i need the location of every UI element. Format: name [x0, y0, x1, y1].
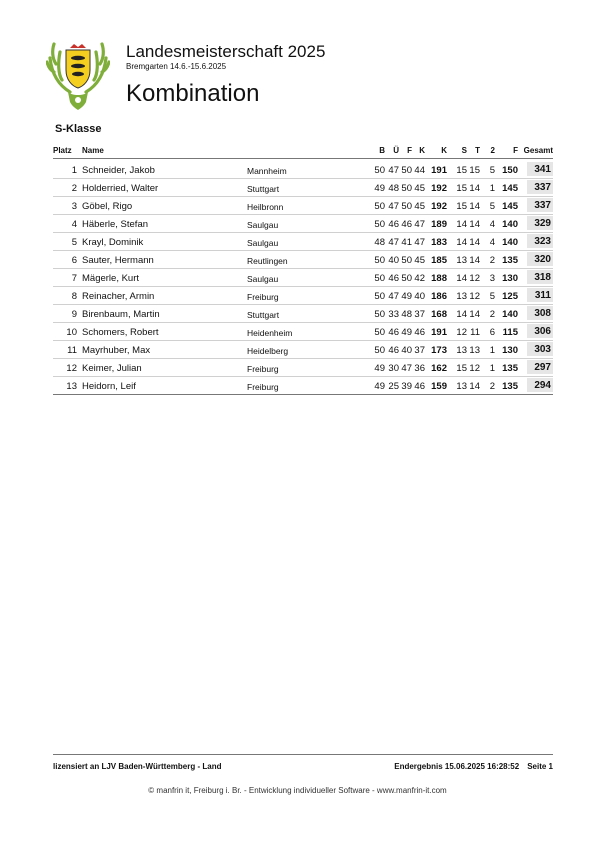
event-date-location: Bremgarten 14.6.-15.6.2025: [126, 62, 227, 71]
score-s-cell: 15: [456, 363, 467, 374]
rank-cell: 1: [71, 165, 77, 176]
score-b-cell: 50: [374, 273, 385, 284]
score-f-cell: 40: [401, 345, 412, 356]
score-b-cell: 49: [374, 381, 385, 392]
name-cell: Sauter, Hermann: [82, 255, 154, 266]
result-timestamp: Endergebnis 15.06.2025 16:28:52: [394, 762, 520, 771]
total-score-cell: 306: [527, 324, 553, 338]
rank-cell: 8: [71, 291, 77, 302]
score-f-cell: 48: [401, 309, 412, 320]
column-header-b: B: [379, 146, 385, 155]
score-k-cell: 40: [414, 291, 425, 302]
score-u-cell: 46: [388, 273, 399, 284]
city-cell: Saulgau: [247, 220, 279, 230]
score-t-cell: 15: [469, 165, 480, 176]
score-2-cell: 5: [489, 291, 495, 302]
score-k-sum-cell: 159: [431, 381, 447, 392]
score-b-cell: 50: [374, 309, 385, 320]
score-k-cell: 37: [414, 345, 425, 356]
total-score-cell: 294: [527, 378, 553, 392]
score-2-cell: 4: [489, 237, 495, 248]
score-b-cell: 48: [374, 237, 385, 248]
score-f-cell: 50: [401, 183, 412, 194]
score-u-cell: 46: [388, 345, 399, 356]
stag-antler-crest-icon: [46, 40, 110, 112]
score-2-cell: 2: [489, 309, 495, 320]
score-f-sum-cell: 145: [502, 201, 518, 212]
score-s-cell: 14: [456, 273, 467, 284]
score-2-cell: 4: [489, 219, 495, 230]
rank-cell: 4: [71, 219, 77, 230]
score-t-cell: 14: [469, 219, 480, 230]
score-2-cell: 2: [489, 255, 495, 266]
score-k-sum-cell: 168: [431, 309, 447, 320]
city-cell: Freiburg: [247, 292, 279, 302]
name-cell: Reinacher, Armin: [82, 291, 155, 302]
city-cell: Heilbronn: [247, 202, 284, 212]
table-row: [53, 269, 553, 287]
rank-cell: 12: [66, 363, 77, 374]
score-t-cell: 14: [469, 183, 480, 194]
column-header-f: F: [407, 146, 412, 155]
score-2-cell: 1: [489, 183, 495, 194]
score-f-sum-cell: 115: [502, 327, 518, 338]
rank-cell: 7: [71, 273, 77, 284]
score-2-cell: 5: [489, 201, 495, 212]
score-k-sum-cell: 191: [431, 165, 447, 176]
score-s-cell: 14: [456, 237, 467, 248]
results-table: [53, 144, 553, 395]
table-row: [53, 215, 553, 233]
score-2-cell: 1: [489, 345, 495, 356]
score-f-cell: 41: [401, 237, 412, 248]
score-f-sum-cell: 135: [502, 255, 518, 266]
score-f-cell: 49: [401, 291, 412, 302]
score-k-sum-cell: 183: [431, 237, 447, 248]
total-score-cell: 318: [527, 270, 553, 284]
rank-cell: 10: [66, 327, 77, 338]
score-u-cell: 25: [388, 381, 399, 392]
score-s-cell: 13: [456, 381, 467, 392]
city-cell: Freiburg: [247, 382, 279, 392]
score-2-cell: 6: [489, 327, 495, 338]
score-t-cell: 14: [469, 255, 480, 266]
score-f-sum-cell: 150: [502, 165, 518, 176]
rank-cell: 2: [71, 183, 77, 194]
rank-cell: 3: [71, 201, 77, 212]
total-score-cell: 341: [527, 162, 553, 176]
table-row: [53, 359, 553, 377]
score-k-cell: 42: [414, 273, 425, 284]
city-cell: Stuttgart: [247, 310, 280, 320]
score-t-cell: 12: [469, 273, 480, 284]
score-2-cell: 5: [489, 165, 495, 176]
score-f-sum-cell: 140: [502, 219, 518, 230]
score-f-sum-cell: 125: [502, 291, 518, 302]
total-score-cell: 311: [527, 288, 553, 302]
score-b-cell: 50: [374, 291, 385, 302]
score-k-cell: 46: [414, 327, 425, 338]
score-k-sum-cell: 186: [431, 291, 447, 302]
score-f-sum-cell: 130: [502, 273, 518, 284]
score-k-cell: 37: [414, 309, 425, 320]
score-2-cell: 1: [489, 363, 495, 374]
total-score-cell: 323: [527, 234, 553, 248]
score-f-cell: 50: [401, 273, 412, 284]
class-heading: S-Klasse: [55, 123, 102, 135]
city-cell: Freiburg: [247, 364, 279, 374]
score-s-cell: 15: [456, 183, 467, 194]
score-t-cell: 14: [469, 381, 480, 392]
score-u-cell: 46: [388, 327, 399, 338]
name-cell: Krayl, Dominik: [82, 237, 144, 248]
total-score-cell: 320: [527, 252, 553, 266]
table-row: [53, 179, 553, 197]
name-cell: Birenbaum, Martin: [82, 309, 160, 320]
city-cell: Stuttgart: [247, 184, 280, 194]
score-f-cell: 47: [401, 363, 412, 374]
table-row: [53, 341, 553, 359]
score-s-cell: 14: [456, 219, 467, 230]
column-header-s: S: [461, 146, 467, 155]
score-s-cell: 13: [456, 345, 467, 356]
score-k-sum-cell: 185: [431, 255, 447, 266]
rank-cell: 6: [71, 255, 77, 266]
column-header-t: T: [475, 146, 480, 155]
total-score-cell: 337: [527, 198, 553, 212]
result-status: [386, 762, 553, 771]
discipline-title: Kombination: [126, 80, 260, 107]
column-header-u: Ü: [393, 146, 399, 155]
column-header-k-sum: K: [441, 146, 447, 155]
score-b-cell: 50: [374, 165, 385, 176]
name-cell: Göbel, Rigo: [82, 201, 133, 212]
name-cell: Mayrhuber, Max: [82, 345, 151, 356]
score-u-cell: 33: [388, 309, 399, 320]
column-header-platz: Platz: [53, 146, 72, 155]
name-cell: Mägerle, Kurt: [82, 273, 140, 284]
score-f-sum-cell: 135: [502, 381, 518, 392]
score-k-cell: 47: [414, 237, 425, 248]
table-row: [53, 197, 553, 215]
name-cell: Holderried, Walter: [82, 183, 159, 194]
score-u-cell: 40: [388, 255, 399, 266]
copyright-note: © manfrin it, Freiburg i. Br. - Entwicklung individueller Software - www.manfrin-it.com: [148, 786, 447, 795]
score-k-sum-cell: 162: [431, 363, 447, 374]
score-b-cell: 50: [374, 345, 385, 356]
score-u-cell: 46: [388, 219, 399, 230]
score-k-cell: 44: [414, 165, 425, 176]
score-f-sum-cell: 140: [502, 237, 518, 248]
score-u-cell: 47: [388, 165, 399, 176]
score-k-cell: 45: [414, 255, 425, 266]
score-f-cell: 50: [401, 255, 412, 266]
score-t-cell: 14: [469, 201, 480, 212]
score-b-cell: 49: [374, 363, 385, 374]
score-f-cell: 50: [401, 201, 412, 212]
name-cell: Heidorn, Leif: [82, 381, 136, 392]
score-u-cell: 47: [388, 201, 399, 212]
total-score-cell: 337: [527, 180, 553, 194]
city-cell: Reutlingen: [247, 256, 288, 266]
city-cell: Saulgau: [247, 238, 279, 248]
total-score-cell: 329: [527, 216, 553, 230]
score-b-cell: 50: [374, 255, 385, 266]
table-row: [53, 305, 553, 323]
score-t-cell: 11: [470, 327, 480, 338]
table-row: [53, 161, 553, 179]
score-2-cell: 2: [489, 381, 495, 392]
score-t-cell: 14: [469, 237, 480, 248]
score-k-sum-cell: 173: [431, 345, 447, 356]
score-u-cell: 30: [388, 363, 399, 374]
total-score-cell: 303: [527, 342, 553, 356]
score-k-sum-cell: 189: [431, 219, 447, 230]
rank-cell: 9: [71, 309, 77, 320]
score-k-cell: 36: [414, 363, 425, 374]
name-cell: Schneider, Jakob: [82, 165, 155, 176]
score-f-sum-cell: 140: [502, 309, 518, 320]
score-k-cell: 45: [414, 183, 425, 194]
score-f-cell: 39: [401, 381, 412, 392]
license-note: lizensiert an LJV Baden-Württemberg - Land: [53, 762, 222, 771]
table-row: [53, 233, 553, 251]
score-2-cell: 3: [489, 273, 495, 284]
footer-divider: [53, 754, 553, 755]
table-row: [53, 323, 553, 341]
score-t-cell: 14: [469, 309, 480, 320]
score-s-cell: 13: [456, 255, 467, 266]
city-cell: Mannheim: [247, 166, 287, 176]
score-b-cell: 49: [374, 183, 385, 194]
total-score-cell: 297: [527, 360, 553, 374]
rank-cell: 11: [67, 345, 77, 356]
page-title: Landesmeisterschaft 2025: [126, 42, 326, 61]
score-u-cell: 47: [388, 291, 399, 302]
name-cell: Häberle, Stefan: [82, 219, 149, 230]
score-s-cell: 15: [456, 165, 467, 176]
column-header-2: 2: [490, 146, 495, 155]
score-s-cell: 14: [456, 309, 467, 320]
score-k-cell: 46: [414, 381, 425, 392]
page-number: Seite 1: [527, 762, 553, 771]
score-t-cell: 12: [469, 363, 480, 374]
table-header-row: [53, 144, 553, 159]
score-u-cell: 47: [388, 237, 399, 248]
score-k-sum-cell: 192: [431, 201, 447, 212]
score-f-sum-cell: 145: [502, 183, 518, 194]
city-cell: Saulgau: [247, 274, 279, 284]
score-s-cell: 12: [456, 327, 467, 338]
association-logo: [46, 40, 110, 112]
column-header-f-sum: F: [513, 146, 518, 155]
score-k-sum-cell: 192: [431, 183, 447, 194]
score-t-cell: 12: [469, 291, 480, 302]
score-b-cell: 50: [374, 327, 385, 338]
score-s-cell: 15: [456, 201, 467, 212]
column-header-name: Name: [82, 146, 104, 155]
name-cell: Schomers, Robert: [82, 327, 159, 338]
rank-cell: 13: [66, 381, 77, 392]
score-f-cell: 49: [401, 327, 412, 338]
score-u-cell: 48: [388, 183, 399, 194]
column-header-total: Gesamt: [523, 146, 553, 155]
score-f-sum-cell: 130: [502, 345, 518, 356]
score-t-cell: 13: [469, 345, 480, 356]
score-k-cell: 45: [414, 201, 425, 212]
score-f-sum-cell: 135: [502, 363, 518, 374]
city-cell: Heidelberg: [247, 346, 289, 356]
rank-cell: 5: [71, 237, 77, 248]
column-header-k: K: [419, 146, 425, 155]
total-score-cell: 308: [527, 306, 553, 320]
score-b-cell: 50: [374, 219, 385, 230]
name-cell: Keimer, Julian: [82, 363, 142, 374]
score-k-sum-cell: 191: [431, 327, 447, 338]
score-s-cell: 13: [456, 291, 467, 302]
score-b-cell: 50: [374, 201, 385, 212]
table-row: [53, 287, 553, 305]
table-row: [53, 251, 553, 269]
score-k-sum-cell: 188: [431, 273, 447, 284]
score-k-cell: 47: [414, 219, 425, 230]
score-f-cell: 50: [401, 165, 412, 176]
city-cell: Heidenheim: [247, 328, 293, 338]
score-f-cell: 46: [401, 219, 412, 230]
table-row: [53, 377, 553, 395]
